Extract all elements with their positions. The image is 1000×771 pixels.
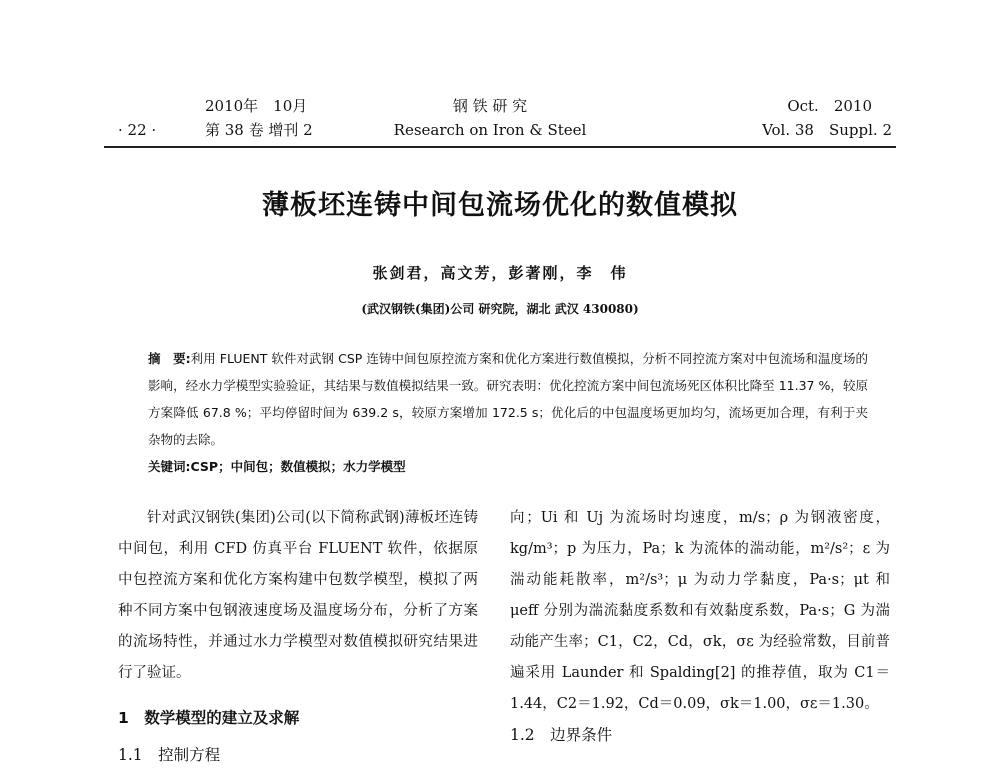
volume-cn: 第 38 卷 增刊 2 — [205, 121, 313, 139]
page-number: · 22 · — [118, 121, 157, 139]
affiliation: (武汉钢铁(集团)公司 研究院，湖北 武汉 430080) — [361, 302, 639, 316]
issue-date-cn: 2010年 10月 — [205, 97, 308, 115]
keywords: CSP；中间包；数值模拟；水力学模型 — [190, 459, 406, 474]
section-heading-1-1: 1.1 控制方程 — [118, 746, 221, 764]
keywords-label: 关键词: — [148, 459, 191, 474]
authors: 张剑君，高文芳，彭著刚，李 伟 — [372, 264, 628, 282]
section-heading-1: 1 数学模型的建立及求解 — [118, 709, 300, 727]
volume-en: Vol. 38 Suppl. 2 — [762, 121, 892, 139]
issue-date-en: Oct. 2010 — [787, 97, 872, 115]
intro-paragraph: 针对武汉钢铁(集团)公司(以下简称武钢)薄板坯连铸中间包，利用 CFD 仿真平台 FLUENT 软件，依据原中包控流方案和优化方案构建中包数学模型，模拟了两种不同方案中包钢液速度场及温度场分布，分析了方案的流场特性，并通过水力学模型对数值模拟研究结果进行了验证。 — [118, 510, 478, 681]
abstract — [148, 345, 868, 480]
abstract-label: 摘 要: — [148, 351, 191, 366]
right-paragraph: 向；Ui 和 Uj 为流场时均速度，m/s；ρ 为钢液密度，kg/m³；p 为压力，Pa；k 为流体的湍动能，m²/s²；ε 为湍动能耗散率，m²/s³；μ 为动力学黏度，Pa·s；μt 和 μeff 分别为湍流黏度系数和有效黏度系数，Pa·s；G 为湍动能产生率；C1，C2，Cd，σk，σε 为经验常数，目前普遍采用 Launder 和 Spalding[2] 的推荐值，取为 C1＝1.44，C2＝1.92，Cd＝0.09，σk＝1.00，σε＝1.30。 — [510, 510, 890, 712]
right-column — [510, 503, 890, 751]
header-rule — [104, 146, 896, 148]
abstract-text: 利用 FLUENT 软件对武钢 CSP 连铸中间包原控流方案和优化方案进行数值模拟，分析不同控流方案对中包流场和温度场的影响，经水力学模型实验验证，其结果与数值模拟结果一致。研究表明：优化控流方案中间包流场死区体积比降至 11.37 %，较原方案降低 67.8 %；平均停留时间为 639.2 s，较原方案增加 172.5 s；优化后的中包温度场更加均匀，流场更加合理，有利于夹杂物的去除。 — [148, 351, 869, 447]
paper-title: 薄板坯连铸中间包流场优化的数值模拟 — [262, 190, 738, 221]
journal-name-cn: 钢 铁 研 究 — [452, 97, 528, 115]
journal-name-en: Research on Iron & Steel — [393, 121, 587, 139]
section-heading-1-2: 1.2 边界条件 — [510, 726, 613, 744]
left-column — [118, 503, 478, 771]
